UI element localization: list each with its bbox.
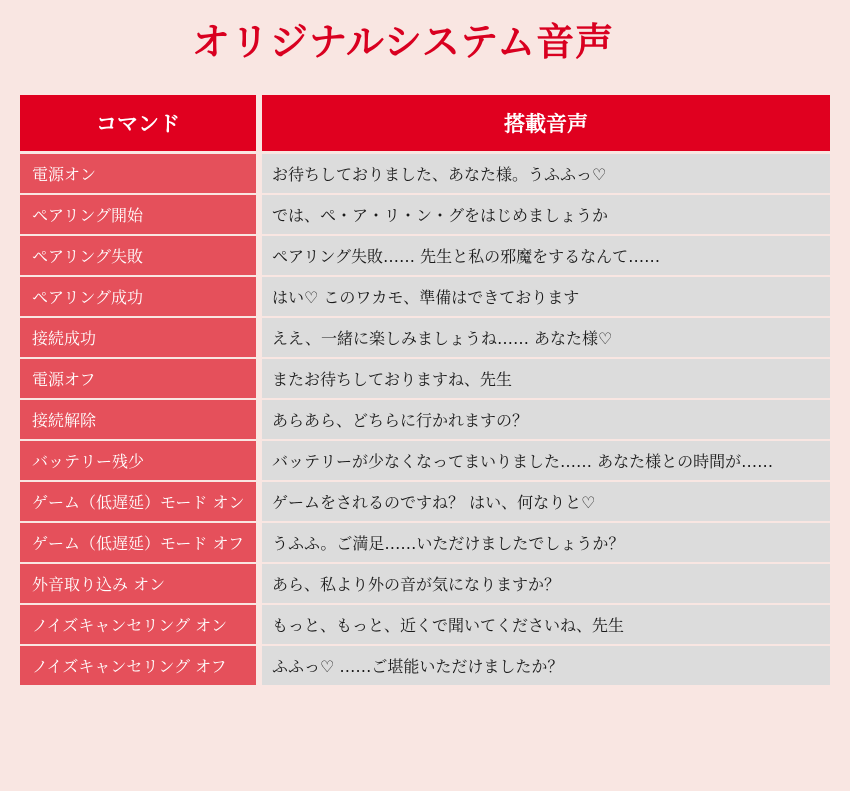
voice-cell: あらあら、どちらに行かれますの？ <box>262 400 830 439</box>
command-cell: ペアリング開始 <box>20 195 256 234</box>
column-header-voice: 搭載音声 <box>262 95 830 151</box>
voice-cell: ええ、一緒に楽しみましょうね…… あなた様♡ <box>262 318 830 357</box>
voice-cell: あら、私より外の音が気になりますか？ <box>262 564 830 603</box>
command-cell: 電源オン <box>20 154 256 193</box>
table-row <box>20 564 830 603</box>
page-title: オリジナルシステム音声 <box>191 20 615 64</box>
table-row <box>20 359 830 398</box>
voice-cell: はい♡ このワカモ、準備はできております <box>262 277 830 316</box>
command-cell: ノイズキャンセリング オン <box>20 605 256 644</box>
voice-cell: お待ちしておりました、あなた様。うふふっ♡ <box>262 154 830 193</box>
table-row <box>20 277 830 316</box>
command-cell: 接続成功 <box>20 318 256 357</box>
voice-cell: ペアリング失敗…… 先生と私の邪魔をするなんて…… <box>262 236 830 275</box>
command-cell: 外音取り込み オン <box>20 564 256 603</box>
voice-cell: もっと、もっと、近くで聞いてくださいね、先生 <box>262 605 830 644</box>
command-cell: ペアリング成功 <box>20 277 256 316</box>
voice-cell: ふふっ♡ ……ご堪能いただけましたか？ <box>262 646 830 685</box>
table-row <box>20 482 830 521</box>
command-cell: ゲーム（低遅延）モード オフ <box>20 523 256 562</box>
table-header-row <box>20 95 830 151</box>
table-row <box>20 318 830 357</box>
table-row <box>20 605 830 644</box>
table-row <box>20 236 830 275</box>
voice-cell: ゲームをされるのですね？ はい、何なりと♡ <box>262 482 830 521</box>
voice-cell: バッテリーが少なくなってまいりました…… あなた様との時間が…… <box>262 441 830 480</box>
voice-table <box>20 95 830 687</box>
voice-cell: では、ペ・ア・リ・ン・グをはじめましょうか <box>262 195 830 234</box>
command-cell: ペアリング失敗 <box>20 236 256 275</box>
voice-cell: またお待ちしておりますね、先生 <box>262 359 830 398</box>
voice-cell: うふふ。ご満足……いただけましたでしょうか？ <box>262 523 830 562</box>
column-header-command: コマンド <box>20 95 256 151</box>
command-cell: 電源オフ <box>20 359 256 398</box>
command-cell: ゲーム（低遅延）モード オン <box>20 482 256 521</box>
command-cell: ノイズキャンセリング オフ <box>20 646 256 685</box>
table-row <box>20 154 830 193</box>
command-cell: バッテリー残少 <box>20 441 256 480</box>
table-row <box>20 523 830 562</box>
table-row <box>20 646 830 685</box>
table-row <box>20 195 830 234</box>
command-cell: 接続解除 <box>20 400 256 439</box>
table-row <box>20 400 830 439</box>
table-row <box>20 441 830 480</box>
